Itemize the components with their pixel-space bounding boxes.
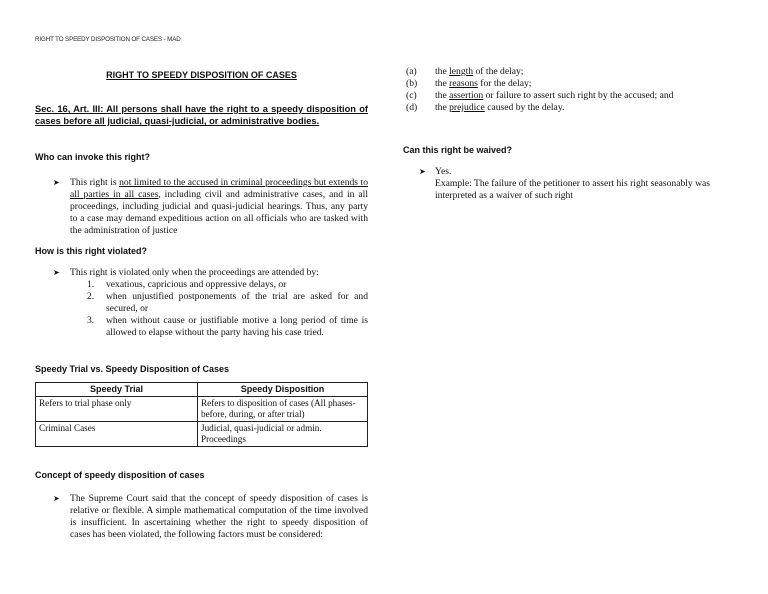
bullet-concept bbox=[35, 493, 368, 541]
factor-pre: the bbox=[435, 78, 450, 89]
bullet-text-pre: This right is bbox=[70, 177, 120, 188]
table-header-cell: Speedy Trial bbox=[36, 383, 198, 397]
violation-list bbox=[70, 279, 368, 339]
table-cell: Criminal Cases bbox=[36, 422, 198, 447]
list-text: when unjustified postponements of the trial are asked for and secured, or bbox=[106, 291, 368, 314]
table-cell: Judicial, quasi-judicial or admin. Proceedings bbox=[198, 422, 368, 447]
factor-pre: the bbox=[435, 66, 450, 77]
factor-key: assertion bbox=[449, 90, 484, 101]
factor-label: (b) bbox=[406, 78, 418, 89]
comparison-table bbox=[35, 382, 368, 447]
list-number: 3. bbox=[87, 315, 95, 326]
violation-intro: This right is violated only when the proceedings are attended by: bbox=[70, 267, 319, 278]
table-cell: Refers to trial phase only bbox=[36, 397, 198, 422]
right-column bbox=[403, 66, 743, 202]
arrow-bullet-icon: ➤ bbox=[53, 178, 60, 187]
arrow-bullet-icon: ➤ bbox=[53, 268, 60, 277]
table-row bbox=[36, 397, 368, 422]
table-caption: Speedy Trial vs. Speedy Disposition of Cases bbox=[35, 364, 230, 374]
question-concept: Concept of speedy disposition of cases bbox=[35, 470, 205, 480]
list-item bbox=[70, 315, 368, 339]
factors-list bbox=[403, 66, 743, 114]
table-cell: Refers to disposition of cases (All phases- before, during, or after trial) bbox=[198, 397, 368, 422]
left-column bbox=[35, 66, 368, 549]
factor-post: of the delay; bbox=[473, 66, 524, 77]
factor-post: or failure to assert such right by the accused; and bbox=[483, 90, 674, 101]
waiver-example: Example: The failure of the petitioner to assert his right seasonably was interpreted as a waiver of such right bbox=[435, 178, 711, 201]
question-who-can-invoke: Who can invoke this right? bbox=[35, 152, 151, 162]
bullet-who-can-invoke bbox=[35, 177, 368, 237]
factor-key: length bbox=[449, 66, 474, 77]
arrow-bullet-icon: ➤ bbox=[53, 494, 60, 503]
list-text: when without cause or justifiable motive a long period of time is allowed to elapse without the party having his case tried. bbox=[106, 315, 368, 338]
factor-item bbox=[403, 66, 743, 78]
factor-label: (c) bbox=[406, 90, 417, 101]
bullet-text-post: , including civil and administrative cases, and in all proceedings, including judicial and quasi-judicial hearings. Thus, any party to a case may demand expeditious action on all officials who are tasked with the administration of justice bbox=[70, 189, 368, 236]
list-number: 1. bbox=[87, 279, 95, 290]
table-row bbox=[36, 422, 368, 447]
waiver-answer bbox=[403, 166, 743, 202]
factor-post: caused by the delay. bbox=[484, 102, 565, 113]
page-header: RIGHT TO SPEEDY DISPOSITION OF CASES - MAD bbox=[35, 36, 181, 43]
list-item bbox=[70, 291, 368, 315]
factor-key: prejudice bbox=[449, 102, 485, 113]
table-header-row bbox=[36, 383, 368, 397]
factor-item bbox=[403, 102, 743, 114]
question-how-violated: How is this right violated? bbox=[35, 246, 148, 256]
factor-item bbox=[403, 78, 743, 90]
list-text: vexatious, capricious and oppressive delays, or bbox=[106, 279, 287, 290]
answer-yes: Yes. bbox=[435, 166, 452, 177]
list-item bbox=[70, 279, 368, 291]
factor-pre: the bbox=[435, 90, 450, 101]
factor-post: for the delay; bbox=[477, 78, 532, 89]
factor-key: reasons bbox=[449, 78, 478, 89]
factor-label: (a) bbox=[406, 66, 417, 77]
factor-label: (d) bbox=[406, 102, 418, 113]
arrow-bullet-icon: ➤ bbox=[419, 167, 426, 176]
table-header-cell: Speedy Disposition bbox=[198, 383, 368, 397]
factor-item bbox=[403, 90, 743, 102]
document-title: RIGHT TO SPEEDY DISPOSITION OF CASES bbox=[106, 70, 297, 80]
concept-text: The Supreme Court said that the concept of speedy disposition of cases is relative or flexible. A simple mathematical computation of the time involved is insufficient. In ascertaining whether the right to speedy disposition of cases has been violated, the following factors must be considered: bbox=[70, 493, 368, 540]
list-number: 2. bbox=[87, 291, 95, 302]
question-waiver: Can this right be waived? bbox=[403, 145, 513, 155]
factor-pre: the bbox=[435, 102, 450, 113]
constitutional-provision: Sec. 16, Art. III: All persons shall have the right to a speedy disposition of cases before all judicial, quasi-judicial, or administrative bodies. bbox=[35, 104, 368, 126]
bullet-text-underlined: not limited to the accused in criminal proceedings but extends to all parties in all cases bbox=[70, 177, 368, 200]
bullet-how-violated bbox=[35, 267, 368, 339]
